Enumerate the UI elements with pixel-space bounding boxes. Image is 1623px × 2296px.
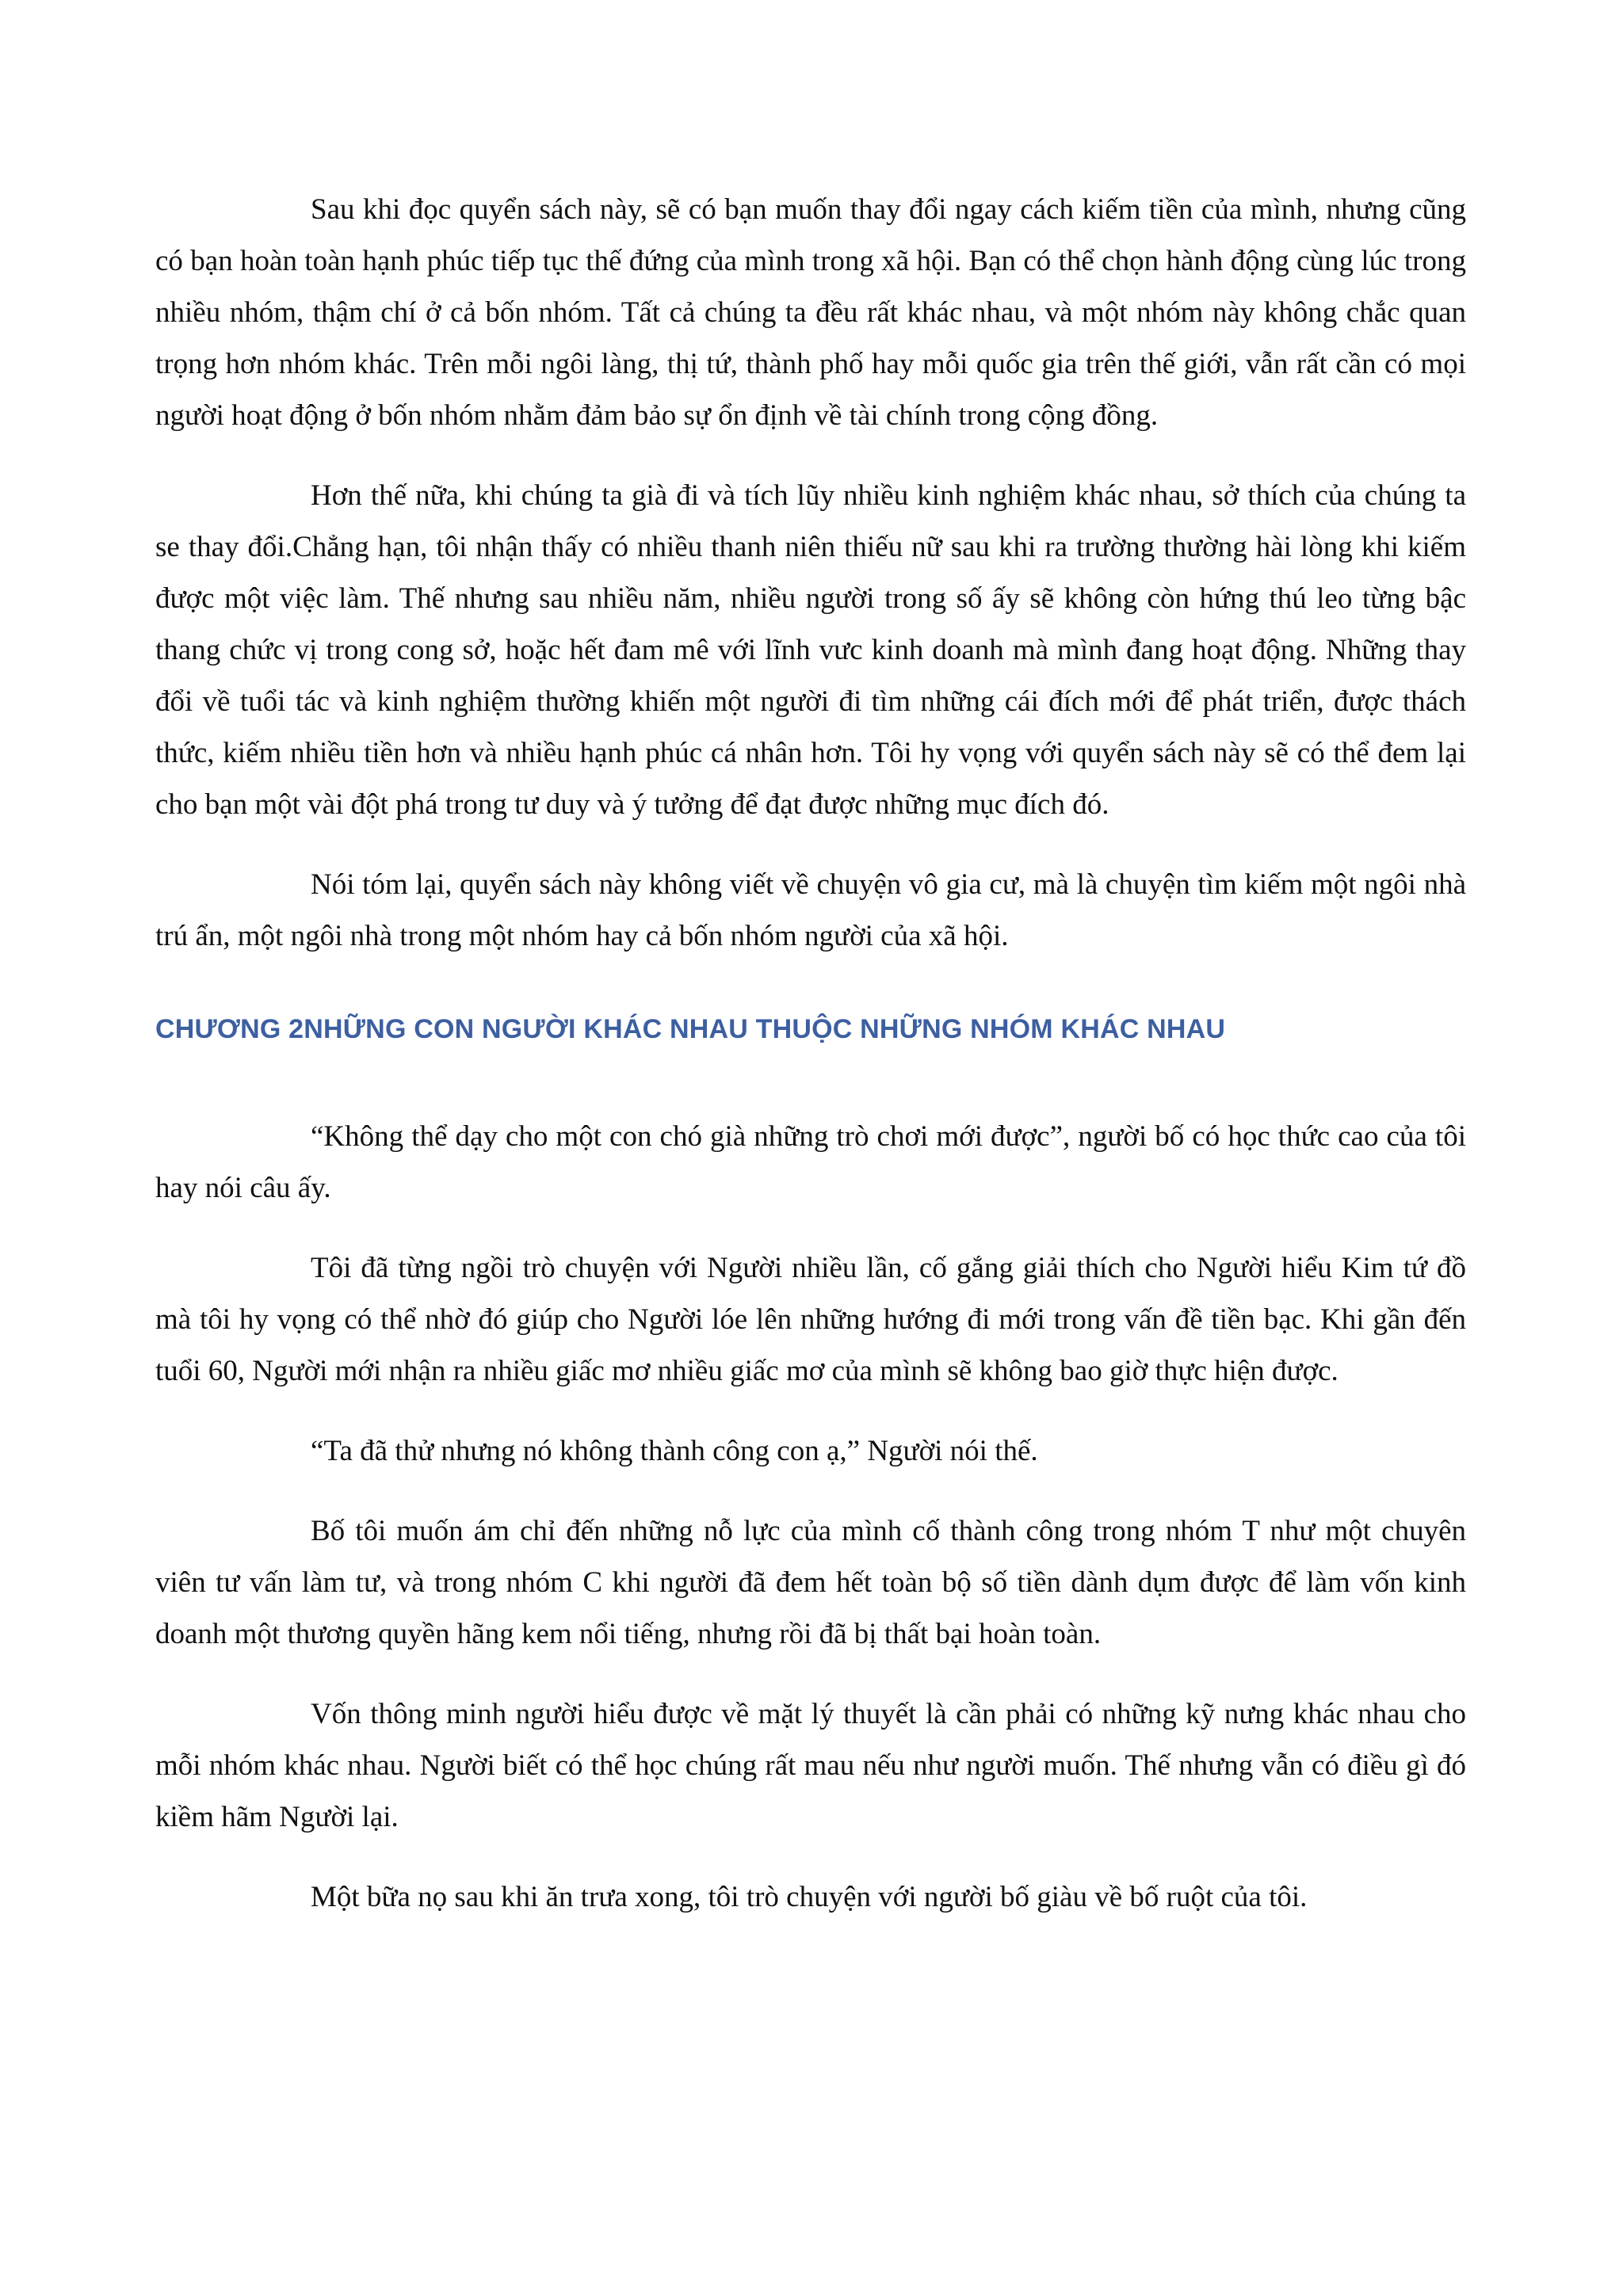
paragraph-4: “Không thể dạy cho một con chó già những trò chơi mới được”, người bố có học thức cao của tôi hay nói câu ấy. [155,1120,1466,1204]
chapter-heading: CHƯƠNG 2NHỮNG CON NGƯỜI KHÁC NHAU THUỘC NHỮNG NHÓM KHÁC NHAU [155,1014,1226,1044]
paragraph-5: Tôi đã từng ngồi trò chuyện với Người nhiều lần, cố gắng giải thích cho Người hiểu Kim tứ đồ mà tôi hy vọng có thể nhờ đó giúp cho Người lóe lên những hướng đi mới trong vấn đề tiền bạc. Khi gần đến tuổi 60, Người mới nhận ra nhiều giấc mơ nhiều giấc mơ của mình sẽ không bao giờ thực hiện được. [155,1252,1466,1387]
document-body [155,184,1466,1923]
paragraph-2: Hơn thế nữa, khi chúng ta già đi và tích lũy nhiều kinh nghiệm khác nhau, sở thích của chúng ta se thay đổi.Chẳng hạn, tôi nhận thấy có nhiều thanh niên thiếu nữ sau khi ra trường thường hài lòng khi kiếm được một việc làm. Thế nhưng sau nhiều năm, nhiều người trong số ấy sẽ không còn hứng thú leo từng bậc thang chức vị trong cong sở, hoặc hết đam mê với lĩnh vưc kinh doanh mà mình đang hoạt động. Những thay đổi về tuổi tác và kinh nghiệm thường khiến một người đi tìm những cái đích mới để phát triển, được thách thức, kiếm nhiều tiền hơn và nhiều hạnh phúc cá nhân hơn. Tôi hy vọng với quyển sách này sẽ có thể đem lại cho bạn một vài đột phá trong tư duy và ý tưởng để đạt được những mục đích đó. [155,479,1466,821]
paragraph-8: Vốn thông minh người hiểu được về mặt lý thuyết là cần phải có những kỹ nưng khác nhau cho mỗi nhóm khác nhau. Người biết có thể học chúng rất mau nếu như người muốn. Thế nhưng vẫn có điều gì đó kiềm hãm Người lại. [155,1698,1466,1833]
paragraph-7: Bố tôi muốn ám chỉ đến những nỗ lực của mình cố thành công trong nhóm T như một chuyên viên tư vấn làm tư, và trong nhóm C khi người đã đem hết toàn bộ số tiền dành dụm được để làm vốn kinh doanh một thương quyền hãng kem nổi tiếng, nhưng rồi đã bị thất bại hoàn toàn. [155,1515,1466,1650]
paragraph-1: Sau khi đọc quyển sách này, sẽ có bạn muốn thay đổi ngay cách kiếm tiền của mình, nhưng cũng có bạn hoàn toàn hạnh phúc tiếp tục thế đứng của mình trong xã hội. Bạn có thể chọn hành động cùng lúc trong nhiều nhóm, thậm chí ở cả bốn nhóm. Tất cả chúng ta đều rất khác nhau, và một nhóm này không chắc quan trọng hơn nhóm khác. Trên mỗi ngôi làng, thị tứ, thành phố hay mỗi quốc gia trên thế giới, vẫn rất cần có mọi người hoạt động ở bốn nhóm nhằm đảm bảo sự ổn định về tài chính trong cộng đồng. [155,193,1466,432]
paragraph-9: Một bữa nọ sau khi ăn trưa xong, tôi trò chuyện với người bố giàu về bố ruột của tôi. [311,1881,1308,1913]
paragraph-6: “Ta đã thử nhưng nó không thành công con ạ,” Người nói thế. [311,1435,1038,1467]
paragraph-3: Nói tóm lại, quyển sách này không viết về chuyện vô gia cư, mà là chuyện tìm kiếm một ngôi nhà trú ẩn, một ngôi nhà trong một nhóm hay cả bốn nhóm người của xã hội. [155,868,1466,952]
